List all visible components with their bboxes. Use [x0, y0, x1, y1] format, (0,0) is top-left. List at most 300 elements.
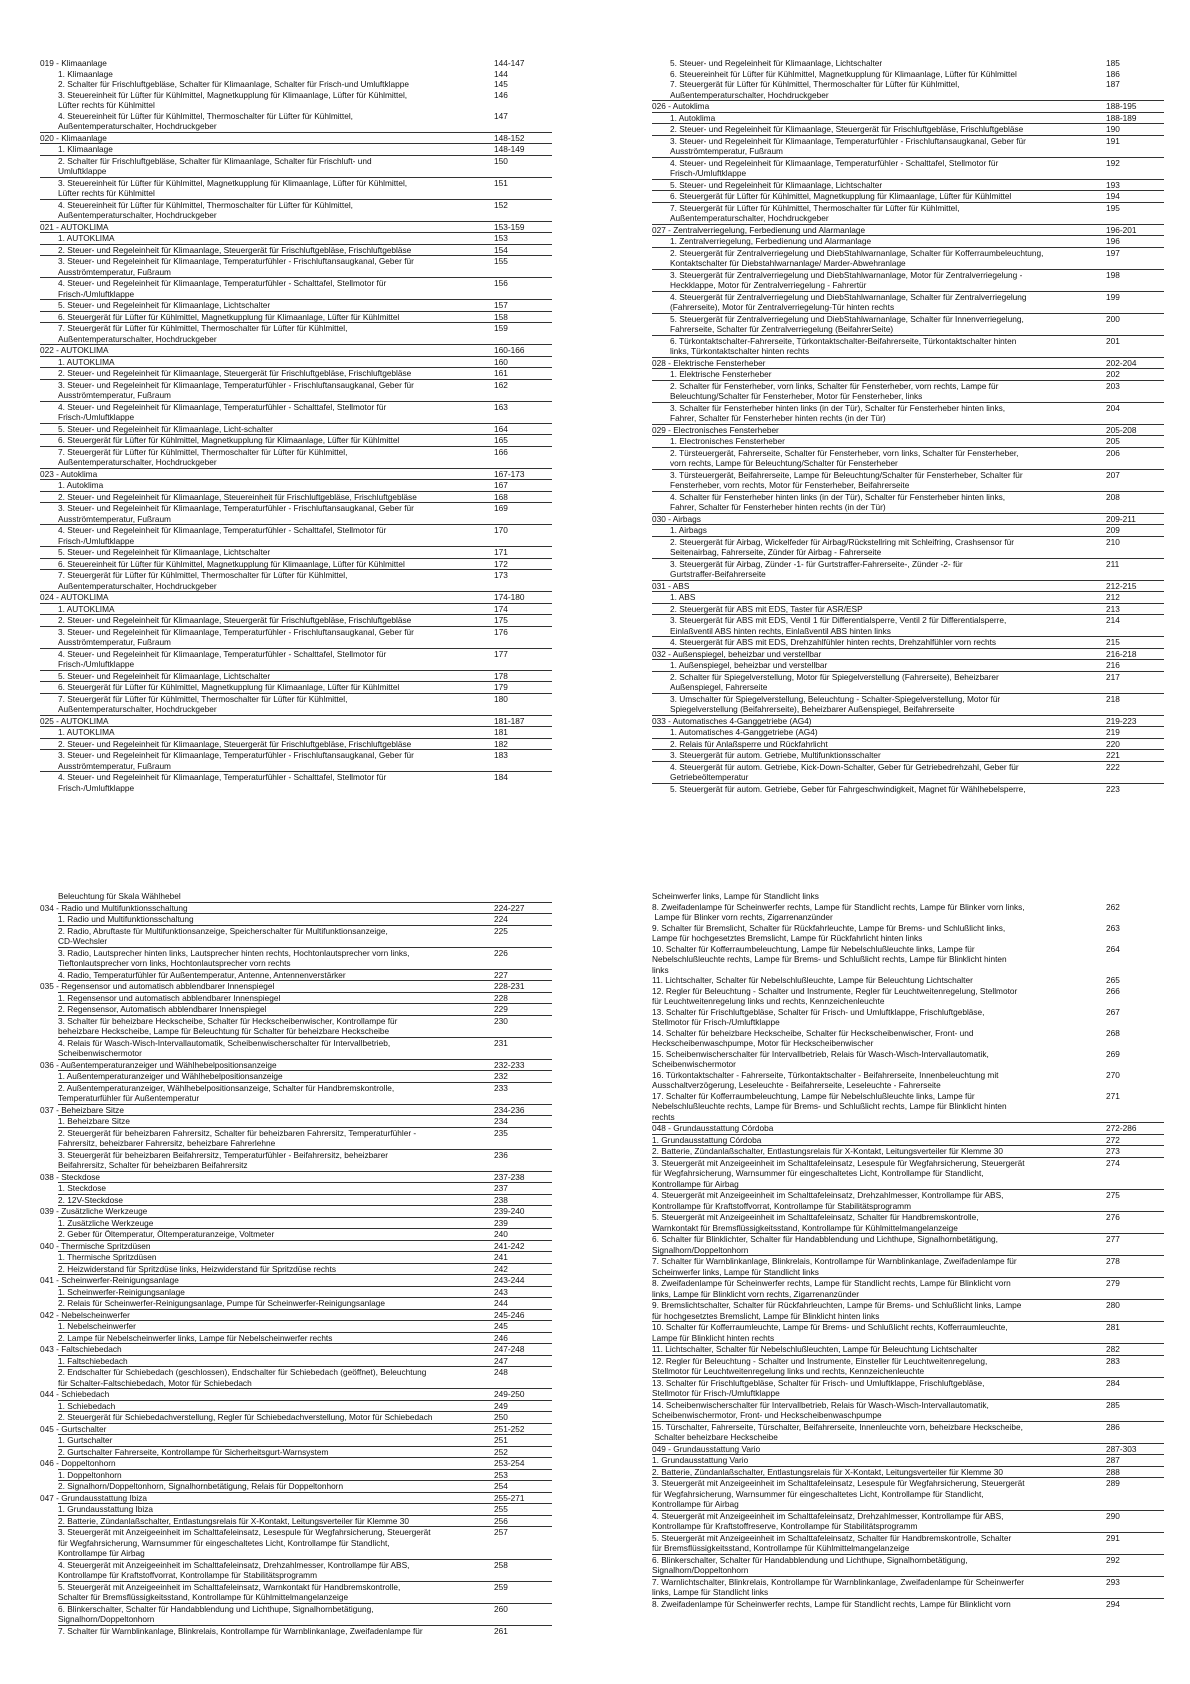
toc-entry [40, 155, 552, 177]
toc-entry [652, 591, 1164, 603]
entry-text: 1. Beheizbare Sitze [58, 1116, 130, 1126]
section-header [40, 468, 552, 480]
toc-entry [40, 446, 552, 468]
entry-text: 1. AUTOKLIMA [58, 356, 115, 367]
toc-entry [40, 648, 552, 670]
entry-page: 206 [1106, 447, 1120, 458]
toc-entry [652, 671, 1164, 693]
entry-page: 222 [1106, 761, 1120, 772]
entry-text: 2. Gurtschalter Fahrerseite, Kontrollampe für Sicherheitsgurt-Warnsystem [58, 1446, 329, 1457]
entry-text: 5. Steuergerät mit Anzeigeeinheit im Schalttafeleinsatz, Schalter für Handbremskontrolle, Schalter für Bremsflüssigkeitsstand, Kontrollampe für Kühlmittelmangelanzeige [652, 1532, 1012, 1553]
toc-entry [652, 902, 1164, 923]
section-header [40, 591, 552, 603]
toc-entry [652, 1554, 1164, 1576]
entry-page: 283 [1106, 1355, 1120, 1366]
toc-section [40, 1457, 552, 1492]
entry-text: 11. Lichtschalter, Schalter für Nebelschlußleuchte, Lampe für Beleuchtung Lichtschalter [652, 975, 973, 985]
entry-text: 2. Steuergerät für beheizbaren Fahrersitz, Schalter für beheizbaren Fahrersitz, Temperaturfühler - Fahrersitz, beheizbarer Fahrersitz, beheizbare Fahrerlehne [58, 1127, 417, 1148]
entry-text: 1. AUTOKLIMA [58, 603, 115, 614]
section-title: 034 - Radio und Multifunktionsschaltung [40, 902, 188, 913]
toc-entry [652, 190, 1164, 202]
toc-section [652, 100, 1164, 224]
section-header [40, 58, 552, 69]
entry-text: 10. Schalter für Kofferraumbeleuchtung, Lampe für Nebelschlußleuchte links, Lampe für Nebelschlußleuchte rechts, Lampe für Brems- und Schlußlicht rechts, Lampe für Blinklicht hinten links [652, 943, 1007, 975]
toc-section [40, 1059, 552, 1104]
entry-page: 198 [1106, 269, 1120, 280]
toc-entry [652, 749, 1164, 761]
entry-text: 3. Steuereinheit für Lüfter für Kühlmittel, Magnetkupplung für Klimaanlage, Lüfter für Kühlmittel, Lüfter rechts für Kühlmittel [58, 89, 408, 110]
toc-entry [58, 1625, 552, 1637]
entry-text: 3. Steuergerät für beheizbaren Beifahrersitz, Temperaturfühler - Beifahrersitz, beheizbarer Beifahrersitz, Schalter für beheizbaren Beifahrersitz [58, 1149, 389, 1170]
entry-text: 1. Klimaanlage [58, 68, 113, 79]
toc-entry [40, 434, 552, 446]
entry-text: 1. Gurtschalter [58, 1435, 113, 1445]
toc-entry [58, 1003, 552, 1015]
section-header [40, 1240, 552, 1252]
section-header [652, 100, 1164, 112]
entry-text: 6. Steuergerät für Lüfter für Kühlmittel, Magnetkupplung für Klimaanlage, Lüfter für Kühlmittel [58, 435, 400, 445]
entry-text: 3. Steuergerät für Airbag, Zünder -1- für Gurtstraffer-Fahrerseite-, Zünder -2- für Gurtstraffer-Beifahrerseite [670, 558, 963, 579]
toc-entry [652, 123, 1164, 135]
entry-page: 237 [494, 1183, 508, 1193]
section-title: 042 - Nebelscheinwerfer [40, 1309, 130, 1320]
toc-section [40, 1104, 552, 1171]
section-page-range: 287-303 [1106, 1443, 1137, 1454]
toc-section [40, 715, 552, 794]
section-title: 031 - ABS [652, 580, 690, 591]
entry-page: 253 [494, 1469, 508, 1480]
entry-text: 5. Steuer- und Regeleinheit für Klimaanlage, Lichtschalter [58, 547, 271, 557]
toc-entry [58, 1320, 552, 1332]
entry-text: 2. Steuergerät für ABS mit EDS, Taster für ASR/ESP [670, 603, 863, 614]
section-header [652, 1443, 1164, 1455]
entry-text: 4. Steuer- und Regeleinheit für Klimaanlage, Temperaturfühler - Schalttafel, Stellmotor für Frisch-/Umluftklappe [670, 157, 999, 178]
entry-page: 181 [494, 727, 508, 737]
entry-text: 4. Steuer- und Regeleinheit für Klimaanlage, Temperaturfühler - Schalttafel, Stellmotor für Frisch-/Umluftklappe [58, 525, 387, 546]
entry-page: 144 [494, 68, 508, 79]
entry-text: 7. Schalter für Warnblinkanlage, Blinkrelais, Kontrollampe für Warnblinkanlage, Zweifadenlampe für Scheinwerfer links, Lampe für Standlicht links [652, 1256, 1017, 1277]
toc-section [652, 648, 1164, 715]
entry-page: 193 [1106, 179, 1120, 190]
toc-entry [652, 1532, 1164, 1554]
entry-page: 262 [1106, 901, 1120, 912]
entry-page: 284 [1106, 1377, 1120, 1388]
entry-text: 4. Steuergerät für Zentralverriegelung und DiebStahlwarnanlage, Schalter für Zentralverriegelung (Fahrerseite), Motor für Zentralverriegelung-Tür hinten rechts [670, 291, 1027, 312]
toc-section [40, 1388, 552, 1423]
entry-page: 260 [494, 1603, 508, 1614]
toc-entry [58, 1559, 552, 1581]
entry-text: 5. Steuer- und Regeleinheit für Klimaanlage, Licht-schalter [58, 423, 273, 434]
entry-text: 4. Steuer- und Regeleinheit für Klimaanlage, Temperaturfühler - Schalttafel, Stellmotor für Frisch-/Umluftklappe [58, 772, 387, 793]
toc-section [40, 344, 552, 468]
toc-entry [652, 1355, 1164, 1377]
entry-page: 250 [494, 1412, 508, 1422]
entry-text: 1. Schiebedach [58, 1400, 116, 1411]
toc-entry [652, 524, 1164, 536]
toc-entry [58, 1251, 552, 1263]
toc-entry [58, 913, 552, 925]
section-title: 022 - AUTOKLIMA [40, 345, 109, 355]
toc-entry [40, 299, 552, 311]
entry-text: 3. Steuer- und Regeleinheit für Klimaanlage, Temperaturfühler - Frischluftansaugkanal, Geber für Ausströmtemperatur, Fußraum [58, 750, 414, 771]
section-page-range: 253-254 [494, 1458, 525, 1468]
entry-text: Beleuchtung für Skala Wählhebel [58, 891, 181, 901]
entry-page: 194 [1106, 191, 1120, 201]
toc-entry [652, 923, 1164, 944]
toc-entry [652, 402, 1164, 424]
entry-text: 3. Steuer- und Regeleinheit für Klimaanlage, Temperaturfühler - Frischluftansaugkanal, Geber für Ausströmtemperatur, Fußraum [670, 135, 1026, 156]
toc-entry [40, 479, 552, 491]
toc-entry [652, 1145, 1164, 1157]
entry-text: 1. Thermische Spritzdüsen [58, 1252, 157, 1262]
toc-entry [40, 277, 552, 299]
section-page-range: 234-236 [494, 1104, 525, 1115]
section-title: 023 - Autoklima [40, 468, 98, 479]
entry-page: 152 [494, 199, 508, 210]
entry-page: 254 [494, 1481, 508, 1491]
entry-page: 157 [494, 300, 508, 310]
section-header [40, 1309, 552, 1321]
toc-section [40, 1205, 552, 1240]
entry-text: 2. Relais für Scheinwerfer-Reinigungsanlage, Pumpe für Scheinwerfer-Reinigungsanlage [58, 1298, 385, 1308]
toc-section [652, 357, 1164, 424]
entry-text: 3. Steuer- und Regeleinheit für Klimaanlage, Temperaturfühler - Frischluftansaugkanal, Geber für Ausströmtemperatur, Fußraum [58, 626, 414, 647]
toc-entry [652, 1454, 1164, 1466]
entry-page: 213 [1106, 603, 1120, 614]
section-title: 019 - Klimaanlage [40, 58, 107, 68]
entry-page: 168 [494, 491, 508, 502]
toc-section [40, 1240, 552, 1275]
entry-text: 3. Schalter für Fensterheber hinten links (in der Tür), Schalter für Fensterheber hinten links, Fahrer, Schalter für Fensterheber hinten rechts (in der Tür) [670, 402, 1006, 423]
entry-page: 240 [494, 1229, 508, 1239]
entry-text: 5. Steuer- und Regeleinheit für Klimaanlage, Lichtschalter [670, 58, 883, 68]
toc-entry [58, 947, 552, 969]
entry-page: 273 [1106, 1146, 1120, 1156]
toc-entry [58, 1469, 552, 1481]
entry-page: 188-189 [1106, 112, 1137, 123]
entry-text: 1. Zentralverriegelung, Ferbedienung und Alarmanlage [670, 236, 872, 246]
toc-entry [58, 1400, 552, 1412]
toc-entry [652, 1477, 1164, 1510]
toc-entry [652, 235, 1164, 247]
section-title: 024 - AUTOKLIMA [40, 592, 109, 602]
section-header [40, 1205, 552, 1217]
toc-entry [58, 891, 552, 902]
toc-entry [40, 546, 552, 558]
entry-text: 2. Außentemperaturanzeiger, Wählhebelpositionsanzeige, Schalter für Handbremskontrolle, Temperaturfühler für Außentemperatur [58, 1082, 395, 1103]
entry-text: 1. Radio und Multifunktionsschaltung [58, 914, 194, 924]
entry-page: 293 [1106, 1576, 1120, 1587]
toc-section [652, 224, 1164, 357]
entry-text: 1. Grundausstattung Córdoba [652, 1134, 762, 1145]
section-header [40, 132, 552, 144]
section-page-range: 174-180 [494, 592, 525, 602]
entry-text: 2. Radio, Abruftaste für Multifunktionsanzeige, Speicherschalter für Multifunktionsanzeige, CD-Wechsler [58, 925, 388, 946]
entry-page: 173 [494, 570, 508, 580]
entry-page: 251 [494, 1435, 508, 1445]
toc-section [652, 1443, 1164, 1610]
entry-page: 287 [1106, 1455, 1120, 1465]
section-page-range: 153-159 [494, 221, 525, 232]
section-title: 029 - Electronisches Fensterheber [652, 424, 779, 435]
section-page-range: 160-166 [494, 345, 525, 355]
entry-page: 230 [494, 1015, 508, 1026]
entry-text: 6. Steuereinheit für Lüfter für Kühlmittel, Magnetkupplung für Klimaanlage, Lüfter für Kühlmittel [670, 68, 1017, 79]
entry-text: 2. Schalter für Spiegelverstellung, Motor für Spiegelverstellung (Fahrerseite), Beheizbarer Außenspiegel, Fahrerseite [670, 671, 999, 692]
entry-text: 8. Zweifadenlampe für Scheinwerfer rechts, Lampe für Standlicht rechts, Lampe für Blinklicht vorn links, Lampe für Blinklicht vorn rechts, Zigarrenanzünder [652, 1278, 1011, 1299]
entry-text: 2. 12V-Steckdose [58, 1194, 124, 1205]
entry-page: 266 [1106, 985, 1120, 996]
entry-text: 7. Warnlichtschalter, Blinkrelais, Kontrollampe für Warnblinkanlage, Zweifadenlampe für Scheinwerfer links, Lampe für Standlicht links [652, 1576, 1024, 1597]
toc-entry [652, 135, 1164, 157]
toc-entry [58, 1070, 552, 1082]
section-header [40, 1423, 552, 1435]
toc-section [652, 715, 1164, 795]
entry-page: 255 [494, 1504, 508, 1514]
toc-section [40, 58, 552, 132]
section-page-range: 249-250 [494, 1389, 525, 1399]
toc-entry [40, 569, 552, 591]
entry-text: 4. Steuer- und Regeleinheit für Klimaanlage, Temperaturfühler - Schalttafel, Stellmotor für Frisch-/Umluftklappe [58, 648, 387, 669]
entry-text: 16. Türkontaktschalter - Fahrerseite, Türkontaktschalter - Beifahrerseite, Innenbeleuchtung mit Ausschaltverzögerung, Leseleuchte - Beifahrerseite, Leseleuchte - Fahrerseite [652, 1069, 999, 1090]
entry-page: 285 [1106, 1399, 1120, 1410]
toc-entry [40, 244, 552, 256]
entry-text: 4. Steuergerät mit Anzeigeeinheit im Schalttafeleinsatz, Drehzahlmesser, Kontrollampe für ABS, Kontrollampe für Kraftstoffreserve, Kontrollampe für Stabilitätsprogramm [652, 1510, 1004, 1531]
toc-entry [652, 659, 1164, 671]
entry-text: 6. Steuereinheit für Lüfter für Kühlmittel, Magnetkupplung für Klimaanlage, Lüfter für Kühlmittel [58, 558, 405, 569]
toc-entry [652, 614, 1164, 636]
entry-page: 271 [1106, 1090, 1120, 1101]
entry-text: 3. Schalter für beheizbare Heckscheibe, Schalter für Heckscheibenwischer, Kontrollampe für beheizbare Heckscheibe, Lampe für Beleuchtung für Schalter für beheizbare Heckscheibe [58, 1015, 398, 1036]
toc-entry [40, 232, 552, 244]
entry-page: 200 [1106, 313, 1120, 324]
section-title: 026 - Autoklima [652, 101, 710, 111]
toc-entry [652, 1321, 1164, 1343]
entry-page: 212 [1106, 592, 1120, 602]
toc-entry [652, 1007, 1164, 1028]
toc-entry [652, 1134, 1164, 1146]
entry-page: 184 [494, 772, 508, 782]
entry-page: 192 [1106, 157, 1120, 168]
entry-text: 7. Steuergerät für Lüfter für Kühlmittel, Thermoschalter für Lüfter für Kühlmittel, Außentemperaturschalter, Hochdruckgeber [58, 693, 348, 714]
toc-entry [58, 1127, 552, 1149]
section-header [40, 344, 552, 356]
entry-page: 218 [1106, 693, 1120, 704]
entry-page: 205 [1106, 436, 1120, 446]
entry-text: 1. Autoklima [670, 112, 716, 123]
entry-page: 292 [1106, 1554, 1120, 1565]
entry-page: 288 [1106, 1466, 1120, 1477]
entry-text: 2. Steuer- und Regeleinheit für Klimaanlage, Steuergerät für Frischluftgebläse, Frischluftgebläse [58, 738, 412, 749]
entry-text: 5. Steuergerät für autom. Getriebe, Geber für Fahrgeschwindigkeit, Magnet für Wählhebelsperre, [670, 783, 1026, 794]
entry-page: 166 [494, 446, 508, 457]
entry-page: 214 [1106, 615, 1120, 625]
toc-entry [40, 90, 552, 111]
section-title: 047 - Grundausstattung Ibiza [40, 1492, 148, 1503]
toc-entry [652, 79, 1164, 100]
entry-page: 289 [1106, 1478, 1120, 1488]
section-header [652, 224, 1164, 236]
toc-entry [652, 1510, 1164, 1532]
entry-text: 9. Bremslichtschalter, Schalter für Rückfahrleuchten, Lampe für Brems- und Schlußlicht links, Lampe für hochgesetztes Bremslicht, Lampe für Blinklicht hinten links [652, 1300, 1022, 1321]
entry-text: 2. Steuer- und Regeleinheit für Klimaanlage, Steuergerät für Frischluftgebläse, Frischluftgebläse [58, 368, 412, 378]
entry-text: 2. Geber für Öltemperatur, Öltemperaturanzeige, Voltmeter [58, 1229, 275, 1239]
entry-page: 174 [494, 603, 508, 614]
section-title: 049 - Grundausstattung Vario [652, 1443, 761, 1454]
toc-entry [58, 969, 552, 981]
entry-page: 215 [1106, 637, 1120, 647]
entry-page: 280 [1106, 1300, 1120, 1310]
entry-text: 4. Steuergerät mit Anzeigeeinheit im Schalttafeleinsatz, Drehzahlmesser, Kontrollampe für ABS, Kontrollampe für Kraftstoffvorrat, Kontrollampe für Stabilitätsprogramm [58, 1559, 410, 1580]
toc-entry [652, 491, 1164, 513]
entry-page: 247 [494, 1355, 508, 1366]
entry-text: 5. Steuergerät mit Anzeigeeinheit im Schalttafeleinsatz, Schalter für Handbremskontrolle, Warnkontakt für Bremsflüssigkeitsstand, Kontrollampe für Kühlmittelmangelanzeige [652, 1212, 979, 1233]
toc-entry [40, 177, 552, 199]
entry-text: 7. Steuergerät für Lüfter für Kühlmittel, Thermoschalter für Lüfter für Kühlmittel, Außentemperaturschalter, Hochdruckgeber [58, 570, 348, 591]
entry-page: 259 [494, 1581, 508, 1592]
entry-page: 196 [1106, 236, 1120, 246]
toc-section [652, 891, 1164, 1122]
toc-entry [652, 179, 1164, 191]
toc-section [40, 591, 552, 715]
entry-page: 162 [494, 379, 508, 390]
toc-entry [58, 1194, 552, 1206]
entry-text: 4. Steuergerät mit Anzeigeeinheit im Schalttafeleinsatz, Drehzahlmesser, Kontrollampe für ABS, Kontrollampe für Kraftstoffvorrat, Kontrollampe für Stabilitätsprogramm [652, 1190, 1004, 1211]
toc-section [40, 1274, 552, 1309]
entry-text: 3. Radio, Lautsprecher hinten links, Lautsprecher hinten rechts, Hochtonlautsprecher vorn links, Tieftonlautsprecher vorn links, Hochtonlautsprecher vorn rechts [58, 947, 410, 968]
toc-section [40, 902, 552, 981]
entry-page: 232 [494, 1071, 508, 1081]
entry-page: 219 [1106, 727, 1120, 737]
entry-page: 281 [1106, 1322, 1120, 1332]
entry-page: 197 [1106, 247, 1120, 258]
toc-entry [58, 1037, 552, 1059]
toc-entry [652, 891, 1164, 902]
toc-entry [652, 1377, 1164, 1399]
toc-entry [40, 111, 552, 132]
entry-page: 274 [1106, 1157, 1120, 1168]
toc-entry [40, 670, 552, 682]
toc-entry [40, 79, 552, 90]
toc-entry [652, 1091, 1164, 1123]
toc-entry [652, 112, 1164, 124]
toc-entry [58, 1366, 552, 1388]
entry-page: 246 [494, 1332, 508, 1343]
section-header [652, 580, 1164, 592]
entry-page: 275 [1106, 1190, 1120, 1200]
toc-entry [652, 1028, 1164, 1049]
section-page-range: 237-238 [494, 1171, 525, 1182]
toc-entry [652, 291, 1164, 313]
entry-text: 7. Steuergerät für Lüfter für Kühlmittel, Thermoschalter für Lüfter für Kühlmittel, Außentemperaturschalter, Hochdruckgeber [670, 79, 960, 100]
section-title: 025 - AUTOKLIMA [40, 715, 109, 726]
toc-entry [40, 502, 552, 524]
entry-page: 171 [494, 547, 508, 557]
toc-entry [652, 603, 1164, 615]
section-title: 033 - Automatisches 4-Ganggetriebe (AG4) [652, 715, 812, 726]
toc-entry [40, 322, 552, 344]
section-title: 028 - Elektrische Fensterheber [652, 357, 766, 368]
entry-page: 231 [494, 1037, 508, 1048]
toc-entry [652, 1299, 1164, 1321]
entry-page: 172 [494, 558, 508, 569]
section-page-range: 251-252 [494, 1423, 525, 1434]
entry-text: 4. Steuereinheit für Lüfter für Kühlmittel, Thermoschalter für Lüfter für Kühlmittel, Außentemperaturschalter, Hochdruckgeber [58, 110, 353, 131]
toc-entry [40, 199, 552, 221]
toc-entry [40, 491, 552, 503]
entry-text: 4. Steuergerät für ABS mit EDS, Drehzahlfühler hinten rechts, Drehzahlfühler vorn rechts [670, 637, 997, 647]
entry-text: 1. AUTOKLIMA [58, 233, 115, 243]
toc-entry [58, 1217, 552, 1229]
entry-text: 6. Steuergerät für Lüfter für Kühlmittel, Magnetkupplung für Klimaanlage, Lüfter für Kühlmittel [58, 682, 400, 692]
entry-page: 151 [494, 177, 508, 188]
toc-entry [652, 247, 1164, 269]
toc-entry [40, 255, 552, 277]
toc-entry [652, 1255, 1164, 1277]
toc-section [652, 424, 1164, 513]
entry-text: 4. Schalter für Fensterheber hinten links (in der Tür), Schalter für Fensterheber hinten links, Fahrer, Schalter für Fensterheber hinten rechts (in der Tür) [670, 491, 1006, 512]
toc-section [40, 1492, 552, 1637]
entry-page: 186 [1106, 68, 1120, 79]
toc-entry [58, 1411, 552, 1423]
section-page-range: 144-147 [494, 58, 525, 68]
entry-page: 208 [1106, 491, 1120, 502]
section-header [40, 1457, 552, 1469]
section-page-range: 224-227 [494, 902, 525, 913]
toc-entry [652, 1598, 1164, 1610]
section-title: 020 - Klimaanlage [40, 132, 107, 143]
entry-text: 2. Schalter für Frischluftgebläse, Schalter für Klimaanlage, Schalter für Frischluft- und Umluftklappe [58, 155, 372, 176]
toc-entry [652, 761, 1164, 783]
section-page-range: 202-204 [1106, 357, 1137, 368]
section-header [40, 1171, 552, 1183]
entry-page: 269 [1106, 1048, 1120, 1059]
entry-text: 7. Steuergerät für Lüfter für Kühlmittel, Thermoschalter für Lüfter für Kühlmittel, Außentemperaturschalter, Hochdruckgeber [58, 446, 348, 467]
entry-page: 217 [1106, 671, 1120, 682]
entry-page: 224 [494, 914, 508, 924]
section-title: 044 - Schiebedach [40, 1389, 110, 1399]
toc-entry [652, 368, 1164, 380]
entry-page: 199 [1106, 291, 1120, 302]
entry-page: 147 [494, 110, 508, 121]
section-page-range: 241-242 [494, 1240, 525, 1251]
entry-text: 17. Schalter für Kofferraumbeleuchtung, Lampe für Nebelschlußleuchte links, Lampe für Nebelschlußleuchte rechts, Lampe für Brems- und Schlußlicht rechts, Lampe für Blinklicht hinten rechts [652, 1090, 1007, 1122]
entry-page: 236 [494, 1149, 508, 1160]
section-header [40, 1104, 552, 1116]
toc-section [40, 1309, 552, 1344]
entry-text: 3. Steuergerät mit Anzeigeeinheit im Schalttafeleinsatz, Lesespule für Wegfahrsicherung, Steuergerät für Wegfahrsicherung, Warnsummer für eingeschaltetes Licht, Kontrollampe für Standlicht, Kontrollampe für Airbag [652, 1478, 1025, 1509]
toc-entry [58, 1480, 552, 1492]
toc-entry [40, 749, 552, 771]
section-title: 037 - Beheizbare Sitze [40, 1104, 124, 1115]
section-title: 035 - Regensensor und automatisch abblendbarer Innenspiegel [40, 981, 275, 991]
entry-page: 177 [494, 648, 508, 659]
toc-entry [58, 1015, 552, 1037]
section-title: 032 - Außenspiegel, beheizbar und verstellbar [652, 648, 822, 659]
section-title: 048 - Grundausstattung Córdoba [652, 1123, 774, 1133]
entry-page: 146 [494, 89, 508, 100]
entry-page: 185 [1106, 58, 1120, 68]
entry-text: 1. Grundausstattung Ibiza [58, 1504, 154, 1514]
entry-page: 202 [1106, 369, 1120, 379]
entry-page: 245 [494, 1321, 508, 1331]
section-title: 038 - Steckdose [40, 1171, 100, 1182]
entry-page: 154 [494, 244, 508, 255]
entry-text: 1. AUTOKLIMA [58, 727, 115, 737]
entry-text: 2. Relais für Anlaßsperre und Rückfahrlicht [670, 738, 828, 749]
entry-page: 169 [494, 503, 508, 513]
entry-page: 225 [494, 925, 508, 936]
